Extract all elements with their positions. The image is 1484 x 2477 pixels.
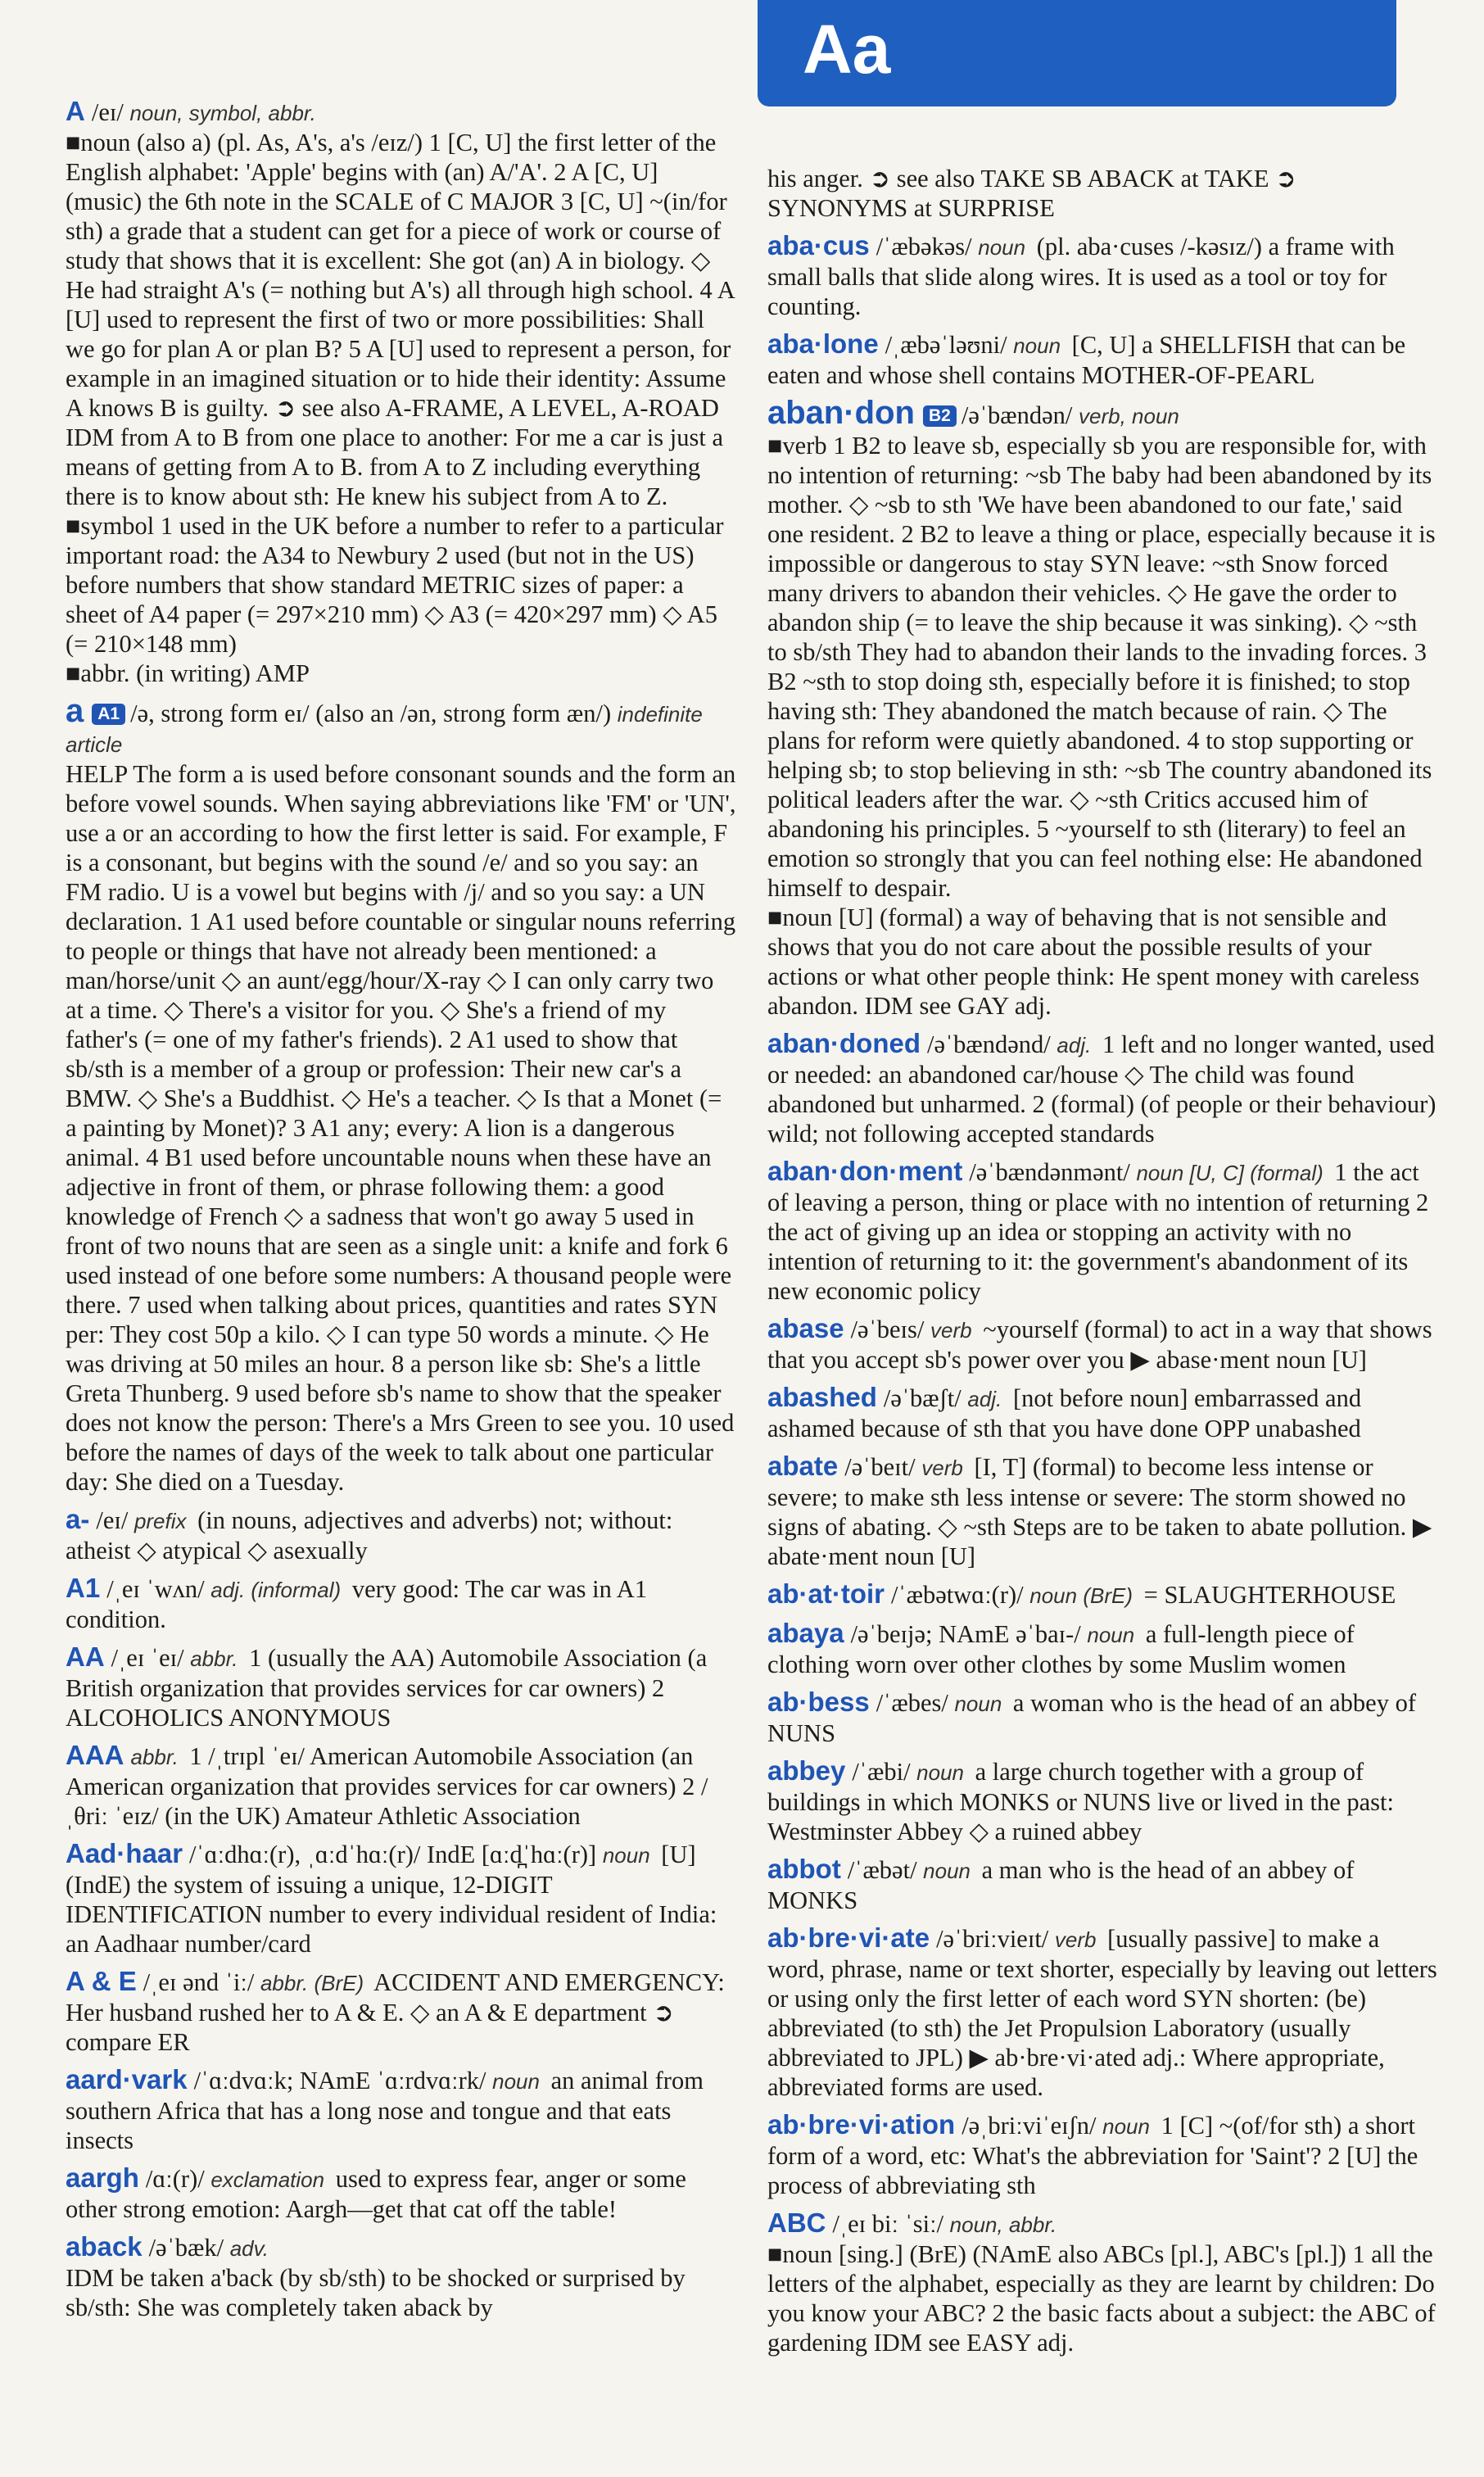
left-column [66,97,737,2330]
entry-sense: 1 [C] ~(of/for sth) a short form of a word, etc: What's the abbreviation for 'Saint'? 2 [U] the process of abbreviating sth [767,2112,1418,2199]
entry-pronunciation: /ˌeɪ ˈwʌn/ [106,1575,205,1603]
entry-pronunciation: /əˈbeɪs/ [850,1315,925,1343]
entry-line [66,2232,737,2263]
dictionary-entry [767,1854,1439,1915]
entry-headword: ab·bess [767,1687,870,1717]
entry-part-of-speech: exclamation [210,2167,325,2192]
entry-line [66,1967,737,2057]
entry-part-of-speech: noun [U, C] (formal) [1136,1161,1323,1185]
entry-line [767,1579,1439,1610]
entry-part-of-speech: adj. [1056,1033,1092,1057]
cefr-level-badge: B2 [923,405,957,427]
entry-headword: Aad·haar [66,1838,183,1868]
entry-sense: = SLAUGHTERHOUSE [1143,1581,1396,1609]
dictionary-entry [767,395,1439,1021]
entry-headword: ab·at·toir [767,1578,885,1609]
entry-line [767,2110,1439,2200]
entry-headword: aba·lone [767,328,879,359]
entry-sense: very good: The car was in A1 condition. [66,1575,648,1633]
entry-sense: ■noun [sing.] (BrE) (NAmE also ABCs [pl.], ABC's [pl.]) 1 all the letters of the alphabet, especially as they are learnt by children: Do you know your ABC? 2 the basic facts about a subject: the ABC of gardening IDM see EASY adj. [767,2240,1436,2357]
dictionary-entry [66,1967,737,2057]
entry-line [66,1574,737,1634]
entry-part-of-speech: adj. (informal) [210,1578,342,1602]
entry-headword: abate [767,1451,839,1481]
entry-headword: aban·don·ment [767,1156,963,1186]
entry-part-of-speech: noun [978,235,1026,260]
entry-line [66,1839,737,1959]
dictionary-entry [767,2208,1439,2357]
entry-part-of-speech: verb [921,1456,963,1480]
entry-part-of-speech: noun [916,1760,965,1785]
entry-headword: ABC [767,2208,826,2238]
entry-sense: [C, U] a SHELLFISH that can be eaten and whose shell contains MOTHER-OF-PEARL [767,331,1406,389]
entry-line [767,395,1439,431]
entry-sense: a large church together with a group of buildings in which MONKS or NUNS live or lived in the past: Westminster Abbey ◇ a ruined abbey [767,1758,1395,1845]
entry-headword: aban·don [767,395,915,431]
dictionary-entry [66,1642,737,1732]
entry-sense: a woman who is the head of an abbey of NUNS [767,1689,1417,1747]
entry-headword: A [66,96,85,126]
entry-pronunciation: /əˈbriːvieɪt/ [936,1925,1049,1953]
entry-line [767,1687,1439,1748]
entry-pronunciation: /ˌeɪ biː ˈsiː/ [832,2210,944,2238]
entry-pronunciation: /ˈæbətwɑː(r)/ [891,1581,1024,1609]
dictionary-entry [66,1574,737,1634]
dictionary-entry [767,1029,1439,1148]
entry-pronunciation: /eɪ/ [91,98,124,126]
dictionary-entry [767,1451,1439,1571]
entry-line [66,1642,737,1732]
entry-pronunciation: /ˈɑːdhɑː(r), ˌɑːdˈhɑː(r)/ IndE [ɑːd̪ˈhɑː(r)] [189,1841,597,1868]
entry-part-of-speech: noun [1102,2114,1150,2139]
entry-line [767,1383,1439,1443]
entry-headword: aard·vark [66,2064,188,2094]
entry-line [767,1619,1439,1679]
entry-sense: (pl. aba·cuses /-kəsɪz/) a frame with small balls that slide along wires. It is used as a tool or toy for counting. [767,233,1395,320]
entry-part-of-speech: prefix [133,1509,187,1533]
entry-sense: ■symbol 1 used in the UK before a number to refer to a particular important road: the A34 to Newbury 2 used (but not in the US) before numbers that show standard METRIC sizes of paper: a sheet of A4 paper (= 297×210 mm) ◇ A3 (= 420×297 mm) ◇ A5 (= 210×148 mm) [66,512,724,658]
entry-line [767,1854,1439,1915]
entry-pronunciation: /ˈæbət/ [847,1856,917,1884]
dictionary-entry [767,1383,1439,1443]
entry-headword: abbey [767,1755,846,1786]
entry-part-of-speech: adj. [967,1387,1002,1411]
entry-part-of-speech: noun [954,1691,1002,1716]
dictionary-entry [767,231,1439,321]
entry-headword: aargh [66,2162,139,2193]
entry-part-of-speech: indefinite article [66,702,703,757]
entry-line [66,97,737,128]
entry-headword: aback [66,2231,143,2262]
cefr-level-badge: A1 [92,704,125,725]
entry-headword: abaya [767,1618,844,1648]
entry-part-of-speech: noun, abbr. [949,2212,1057,2237]
entry-pronunciation: /ˈɑːdvɑːk; NAmE ˈɑːrdvɑːrk/ [193,2067,486,2094]
entry-pronunciation: /əˈbæʃt/ [883,1384,961,1412]
entry-sense: [usually passive] to make a word, phrase, name or text shorter, especially by leaving out letters or using only the first letter of each word SYN shorten: (be) abbreviated (to sth) the Jet Propulsion Laboratory (usually abbreviated to JPL) ▶ ab·bre·vi·ated adj.: Where appropriate, abbreviated forms are used. [767,1925,1437,2101]
entry-sense: ~yourself (formal) to act in a way that shows that you accept sb's power over you ▶ abase·ment noun [U] [767,1315,1432,1374]
entry-headword: a [66,693,84,729]
entry-line [767,329,1439,390]
entry-sense: [I, T] (formal) to become less intense or severe; to make sth less intense or severe: The storm showed no signs of abating. ◇ ~sth Steps are to be taken to abate pollution. ▶ abate·ment noun [U] [767,1453,1432,1570]
entry-headword: A & E [66,1966,137,1996]
entry-pronunciation: /ˈæbes/ [875,1689,948,1717]
entry-headword: abbot [767,1854,841,1884]
entry-pronunciation: /əˈbændənmənt/ [969,1158,1130,1186]
entry-part-of-speech: noun [602,1843,650,1868]
entry-line [767,1157,1439,1306]
entry-headword: A1 [66,1573,101,1603]
entry-part-of-speech: noun [923,1859,971,1883]
entry-headword: ab·bre·vi·ate [767,1922,930,1953]
entry-part-of-speech: noun [1013,333,1061,358]
dictionary-entry [767,1157,1439,1306]
entry-part-of-speech: noun [1087,1623,1135,1647]
dictionary-entry [66,1741,737,1831]
entry-pronunciation: /əˈbæk/ [148,2234,224,2262]
entry-headword: abashed [767,1382,877,1412]
entry-headword: a- [66,1504,90,1534]
entry-pronunciation: /ˌeɪ ənd ˈiː/ [143,1968,255,1996]
dictionary-entry [767,1314,1439,1374]
entry-line [66,1741,737,1831]
entry-sense: ■abbr. (in writing) AMP [66,659,310,687]
entry-sense: used to express fear, anger or some other strong emotion: Aargh—get that cat off the table! [66,2165,686,2223]
entry-headword: aban·doned [767,1028,921,1058]
dictionary-entry [66,1839,737,1959]
entry-headword: AA [66,1642,105,1672]
dictionary-entry [767,164,1439,223]
entry-part-of-speech: adv. [229,2236,269,2261]
entry-part-of-speech: noun (BrE) [1029,1583,1133,1608]
dictionary-entry [66,693,737,1497]
entry-headword: aba·cus [767,230,870,260]
section-letters: Aa [803,11,891,88]
entry-sense: ■noun [U] (formal) a way of behaving that is not sensible and shows that you do not care about the possible results of your actions or what other people think: He spent money with careless abandon. IDM see GAY adj. [767,903,1420,1020]
dictionary-entry [66,1505,737,1565]
entry-sense: a man who is the head of an abbey of MONKS [767,1856,1355,1914]
entry-sense: ■noun (also a) (pl. As, A's, a's /eɪz/) 1 [C, U] the first letter of the English alphabet: 'Apple' begins with (an) A/'A'. 2 A [C, U] (music) the 6th note in the SCALE of C MAJOR 3 [C, U] ~(in/for sth) a grade that a student can get for a piece of work or course of study that shows that it is excellent: She got (an) A in biology. ◇ He had straight A's (= nothing but A's) all through high school. 4 A [U] used to represent the first of two or more possibilities: Shall we go for plan A or plan B? 5 A [U] used to represent a person, for example in an imagined situation or to hide their identity: Assume A knows B is guilty. ➲ see also A-FRAME, A LEVEL, A-ROAD [66,129,735,422]
entry-line [66,2065,737,2155]
entry-line [767,1756,1439,1846]
entry-pronunciation: /ˌæbəˈləʊni/ [885,331,1007,359]
entry-part-of-speech: verb [1054,1927,1097,1952]
right-column [767,164,1439,2366]
section-thumb-tab [758,0,1396,106]
dictionary-entry [66,2232,737,2322]
entry-pronunciation: /ə, strong form eɪ/ (also an /ən, strong form æn/) [130,700,612,727]
entry-pronunciation: /əˈbeɪjə; NAmE əˈbaɪ-/ [850,1620,1081,1648]
entry-part-of-speech: abbr. (BrE) [260,1971,364,1995]
dictionary-entry [66,2163,737,2224]
entry-sense: his anger. ➲ see also TAKE SB ABACK at TAKE ➲ SYNONYMS at SURPRISE [767,165,1296,222]
entry-sense: [not before noun] embarrassed and ashamed because of sth that you have done OPP unabashed [767,1384,1362,1442]
entry-sense: IDM be taken a'back (by sb/sth) to be shocked or surprised by sb/sth: She was completely taken aback by [66,2264,685,2321]
entry-headword: AAA [66,1740,124,1770]
entry-sense: ACCIDENT AND EMERGENCY: Her husband rushed her to A & E. ◇ an A & E department ➲ compare ER [66,1968,725,2056]
entry-headword: abase [767,1313,844,1343]
dictionary-entry [767,1756,1439,1846]
entry-line [767,164,1439,223]
entry-part-of-speech: verb [930,1318,972,1343]
dictionary-entry [66,97,737,688]
entry-pronunciation: /ɑː(r)/ [145,2165,205,2193]
entry-line [767,1923,1439,2102]
entry-line [767,1314,1439,1374]
entry-sense: 1 left and no longer wanted, used or needed: an abandoned car/house ◇ The child was found abandoned but unharmed. 2 (formal) (of people or their behaviour) wild; not following accepted standards [767,1030,1436,1148]
entry-sense: HELP The form a is used before consonant sounds and the form an before vowel sounds. When saying abbreviations like 'FM' or 'UN', use a or an according to how the first letter is said. For example, F is a consonant, but begins with the sound /e/ and so you say: an FM radio. U is a vowel but begins with /j/ and so you say: a UN declaration. 1 A1 used before countable or singular nouns referring to people or things that have not already been mentioned: a man/horse/unit ◇ an aunt/egg/hour/X-ray ◇ I can only carry two at a time. ◇ There's a visitor for you. ◇ She's a friend of my father's (= one of my father's friends). 2 A1 used to show that sb/sth is a member of a group or profession: Their new car's a BMW. ◇ She's a Buddhist. ◇ He's a teacher. ◇ Is that a Monet (= a painting by Monet)? 3 A1 any; every: A lion is a dangerous animal. 4 B1 used before uncountable nouns when these have an adjective in front of them, or phrase following them: a good knowledge of French ◇ a sadness that won't go away 5 used in front of two nouns that are seen as a single unit: a knife and fork 6 used instead of one before some numbers: A thousand people were there. 7 used when talking about prices, quantities and rates SYN per: They cost 50p a kilo. ◇ I can type 50 words a minute. ◇ He was driving at 50 miles an hour. 8 a person like sb: She's a little Greta Thunberg. 9 used before sb's name to show that the speaker does not know the person: There's a Mrs Green to see you. 10 used before the names of days of the week to talk about one particular day: She died on a Tuesday. [66,760,736,1496]
entry-pronunciation: /əˌbriːviˈeɪʃn/ [961,2112,1097,2140]
entry-sense: [U] (IndE) the system of issuing a unique, 12-DIGIT IDENTIFICATION number to every individual resident of India: an Aadhaar number/card [66,1841,717,1958]
entry-pronunciation: /ˈæbəkəs/ [875,233,972,260]
dictionary-entry [767,329,1439,390]
entry-line [767,1451,1439,1571]
entry-line [767,1029,1439,1148]
dictionary-entry [767,1619,1439,1679]
dictionary-entry [767,1923,1439,2102]
entry-sense: 1 (usually the AA) Automobile Association (a British organization that provides services for car owners) 2 ALCOHOLICS ANONYMOUS [66,1644,708,1732]
entry-line [66,693,737,759]
entry-pronunciation: /əˈbændənd/ [927,1030,1051,1058]
dictionary-entry [767,1579,1439,1610]
entry-line [767,231,1439,321]
dictionary-entry [767,1687,1439,1748]
entry-pronunciation: /eɪ/ [96,1506,129,1534]
entry-sense: 1 the act of leaving a person, thing or place with no intention of returning 2 the act of giving up an idea or stopping an activity with no intention of returning to it: the government's abandonment of its new economic policy [767,1158,1429,1305]
entry-line [767,2208,1439,2239]
entry-line [66,1505,737,1565]
entry-sense: 1 /ˌtrɪpl ˈeɪ/ American Automobile Association (an American organization that provides services for car owners) 2 /ˌθriː ˈeɪz/ (in the UK) Amateur Athletic Association [66,1742,708,1830]
entry-pronunciation: /əˈbeɪt/ [844,1453,916,1481]
entry-part-of-speech: noun [492,2069,540,2094]
entry-sense: ■verb 1 B2 to leave sb, especially sb you are responsible for, with no intention of returning: ~sb The baby had been abandoned by its mother. ◇ ~sb to sth 'We have been abandoned to our fate,' said one resident. 2 B2 to leave a thing or place, especially because it is impossible or dangerous to stay SYN leave: ~sth Snow forced many drivers to abandon their vehicles. ◇ He gave the order to abandon ship (= to leave the ship because it was sinking). ◇ ~sth to sb/sth They had to abandon their lands to the invading forces. 3 B2 ~sth to stop doing sth, especially before it is finished; to stop having sth: They abandoned the match because of rain. ◇ The plans for reform were quietly abandoned. 4 to stop supporting or helping sb; to stop believing in sth: ~sb The country abandoned its political leaders after the war. ◇ ~sth Critics accused him of abandoning his principles. 5 ~yourself to sth (literary) to feel an emotion so strongly that you can feel nothing else: He abandoned himself to despair. [767,432,1436,902]
entry-part-of-speech: verb, noun [1079,404,1179,428]
entry-sense: IDM from A to B from one place to another: For me a car is just a means of getting from A to B. from A to Z including everything there is to know about sth: He knew his subject from A to Z. [66,423,723,510]
entry-line [66,2163,737,2224]
entry-part-of-speech: noun, symbol, abbr. [129,101,316,125]
entry-sense: a full-length piece of clothing worn over other clothes by some Muslim women [767,1620,1355,1678]
entry-sense: an animal from southern Africa that has a long nose and tongue and that eats insects [66,2067,704,2154]
entry-part-of-speech: abbr. [130,1745,179,1769]
entry-pronunciation: /əˈbændən/ [961,401,1073,429]
entry-pronunciation: /ˌeɪ ˈeɪ/ [111,1644,184,1672]
entry-sense: (in nouns, adjectives and adverbs) not; without: atheist ◇ atypical ◇ asexually [66,1506,673,1565]
entry-part-of-speech: abbr. [190,1646,238,1671]
entry-headword: ab·bre·vi·ation [767,2109,956,2140]
dictionary-entry [66,2065,737,2155]
entry-pronunciation: /ˈæbi/ [852,1758,911,1786]
dictionary-entry [767,2110,1439,2200]
